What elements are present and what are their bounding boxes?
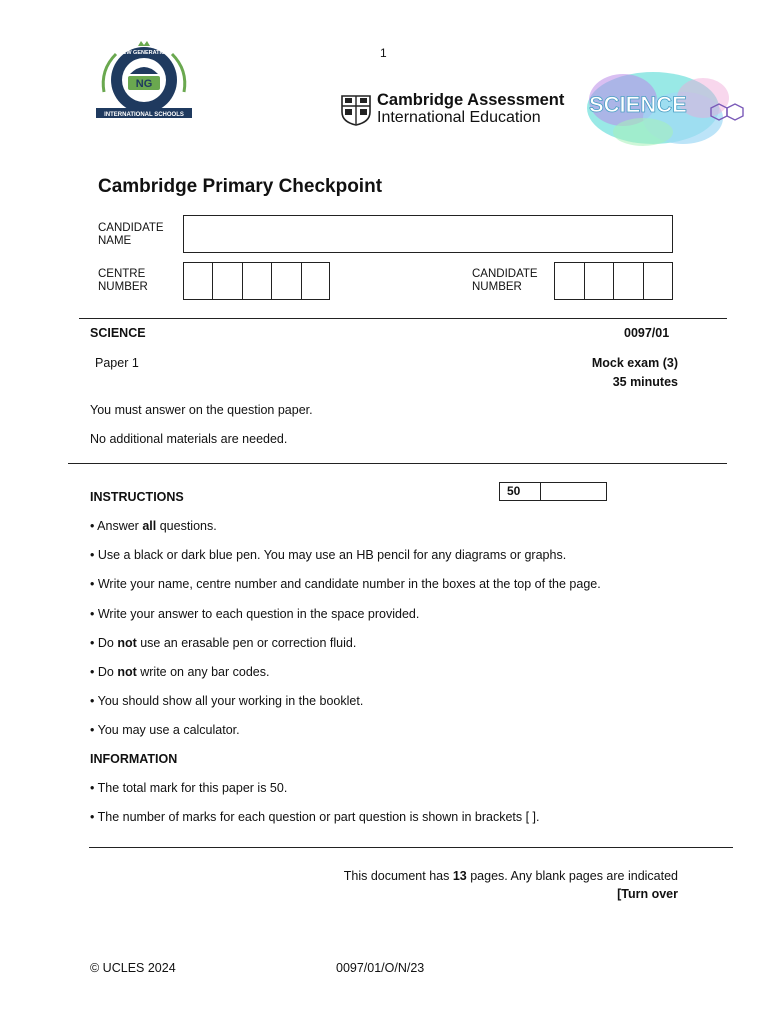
school-logo [90,40,198,122]
school-banner-text: INTERNATIONAL SCHOOLS [104,112,184,118]
copyright: © UCLES 2024 [90,961,176,975]
instruction-text: • Write your answer to each question in the space provided. [90,607,420,621]
instruction-item [90,636,356,650]
science-logo [583,62,748,154]
cambridge-crest-icon [340,94,372,126]
candidate-name-label [98,222,164,248]
instruction-text: use an erasable pen or correction fluid. [136,636,357,650]
candidate-name-field[interactable] [183,215,673,253]
instruction-emphasis: not [117,636,137,650]
centre-number-digit-divider [212,263,213,299]
instruction-emphasis: not [117,665,137,679]
instruction-item [90,607,419,621]
page-count-note [344,869,678,883]
instruction-text: write on any bar codes. [136,665,270,679]
candidate-name-label-line2: NAME [98,235,132,247]
candidate-number-label [472,268,538,294]
turn-over: [Turn over [617,887,678,901]
school-ring-text: NEW GENERATION [118,50,170,56]
instruction-item [90,665,269,679]
page-title: Cambridge Primary Checkpoint [98,176,383,197]
centre-number-label [98,268,148,294]
information-item: • The total mark for this paper is 50. [90,781,288,795]
instruction-text: • Use a black or dark blue pen. You may use an HB pencil for any diagrams or graphs. [90,548,567,562]
candidate-number-digit-divider [584,263,585,299]
instruction-text: • You should show all your working in the booklet. [90,694,364,708]
divider-middle [68,463,727,464]
instruction-item [90,694,363,708]
instruction-item [90,519,217,533]
instruction-item [90,548,566,562]
candidate-number-digit-divider [643,263,644,299]
centre-number-label-line2: NUMBER [98,281,148,293]
marks-box [499,482,607,501]
exam-code: 0097/01 [624,326,670,340]
cambridge-logo-line2: International Education [377,109,541,126]
centre-number-label-line1: CENTRE [98,268,146,280]
marks-box-divider [540,483,541,500]
instruction-item [90,577,601,591]
page-count: 13 [452,869,467,883]
page-count-text: pages. Any blank pages are indicated [466,869,678,883]
candidate-number-label-line2: NUMBER [472,281,522,293]
school-monogram: NG [135,78,153,90]
exam-duration: 35 minutes [612,375,678,389]
centre-number-digit-divider [301,263,302,299]
candidate-number-field[interactable] [554,262,673,300]
candidate-number-digit-divider [613,263,614,299]
instruction-text: • Write your name, centre number and candidate number in the boxes at the top of the page. [90,577,601,591]
instructions-heading: INSTRUCTIONS [90,490,184,504]
page-number: 1 [380,46,387,60]
information-heading: INFORMATION [90,752,178,766]
centre-number-digit-divider [242,263,243,299]
information-item: • The number of marks for each question or part question is shown in brackets [ ]. [90,810,540,824]
instruction-item [90,723,240,737]
divider-bottom [89,847,733,848]
instruction-emphasis: all [142,519,157,533]
centre-number-digit-divider [271,263,272,299]
page-count-text: This document has [343,869,453,883]
instruction-text: questions. [156,519,217,533]
instruction-text: • You may use a calculator. [90,723,240,737]
cambridge-logo [340,92,570,128]
instruction-text: • Answer [90,519,143,533]
science-logo-text: SCIENCE [589,92,687,117]
candidate-number-label-line1: CANDIDATE [472,268,538,280]
materials-note: No additional materials are needed. [90,432,288,446]
exam-session: Mock exam (3) [591,356,678,370]
instruction-text: • Do [90,636,118,650]
centre-number-field[interactable] [183,262,330,300]
document-reference: 0097/01/O/N/23 [336,961,425,975]
divider-top [79,318,727,319]
subject: SCIENCE [90,326,146,340]
cambridge-logo-line1: Cambridge Assessment [377,91,565,109]
marks-total: 50 [507,484,521,498]
candidate-name-label-line1: CANDIDATE [98,222,164,234]
paper-label: Paper 1 [95,356,139,370]
instruction-text: • Do [90,665,118,679]
answer-note: You must answer on the question paper. [90,403,313,417]
